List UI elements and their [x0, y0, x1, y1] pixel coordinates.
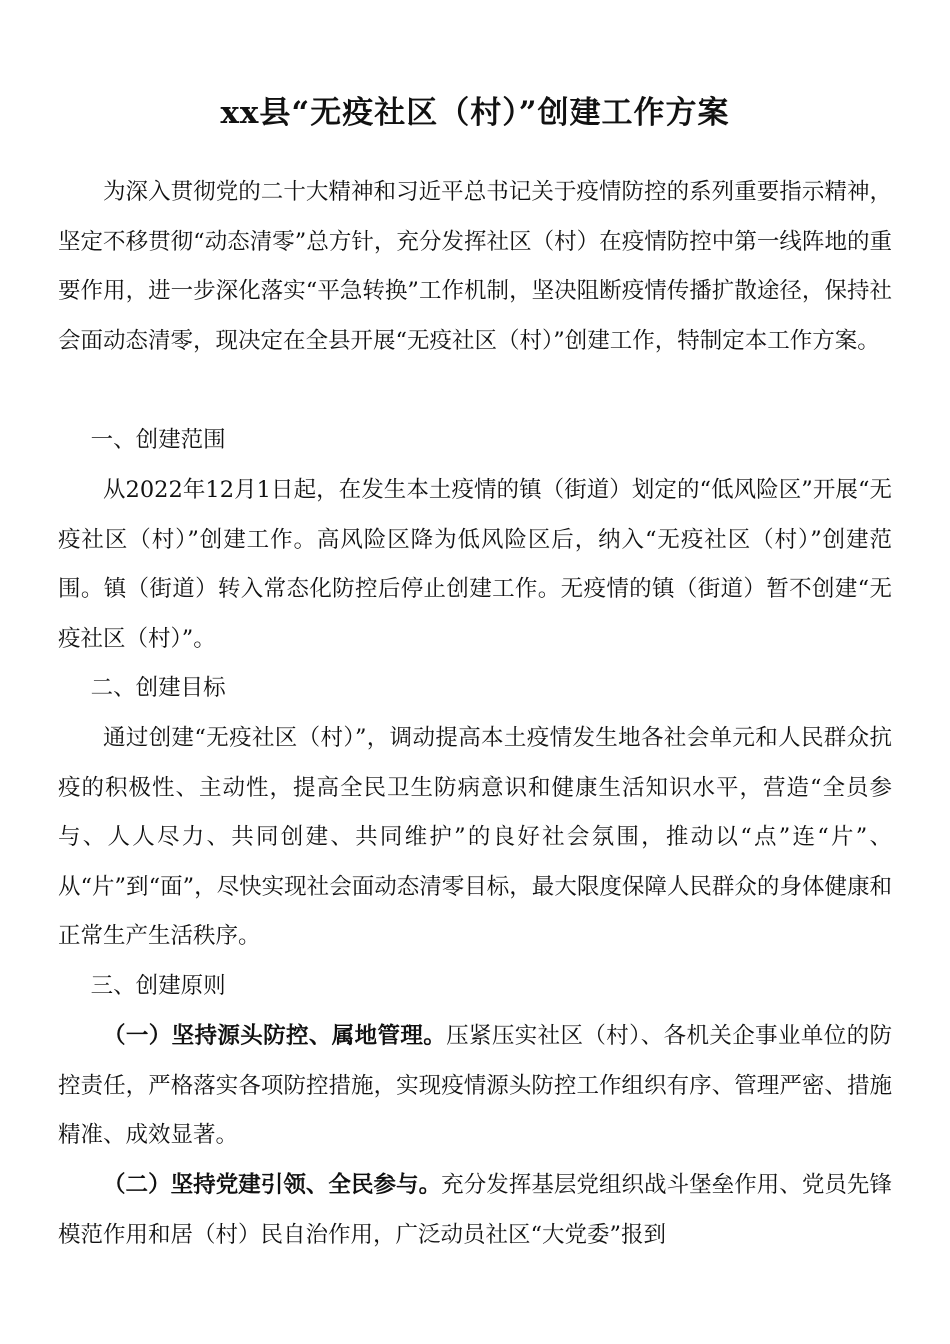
section-body-scope: 从2022年12月1日起，在发生本土疫情的镇（街道）划定的“低风险区”开展“无疫社区（村）”创建工作。高风险区降为低风险区后，纳入“无疫社区（村）”创建范围。镇（街道）转入常态化防控后停止创建工作。无疫情的镇（街道）暂不创建“无疫社区（村）”。 [58, 477, 892, 652]
section-heading-goal: 二、创建目标 [90, 675, 226, 701]
principle-paragraph-1 [58, 1012, 892, 1161]
section-heading-scope: 一、创建范围 [90, 427, 226, 453]
intro-paragraph: 为深入贯彻党的二十大精神和习近平总书记关于疫情防控的系列重要指示精神，坚定不移贯彻“动态清零”总方针，充分发挥社区（村）在疫情防控中第一线阵地的重要作用，进一步深化落实“平急转换”工作机制，坚决阻断疫情传播扩散途径，保持社会面动态清零，现决定在全县开展“无疫社区（村）”创建工作，特制定本工作方案。 [58, 179, 892, 354]
section-heading-principles: 三、创建原则 [90, 973, 226, 999]
document-title: xx县“无疫社区（村）”创建工作方案 [220, 95, 730, 131]
principle-paragraph-2 [58, 1161, 892, 1260]
section-body-goal: 通过创建“无疫社区（村）”，调动提高本土疫情发生地各社会单元和人民群众抗疫的积极性、主动性，提高全民卫生防病意识和健康生活知识水平，营造“全员参与、人人尽力、共同创建、共同维护”的良好社会氛围，推动以“点”连“片”、从“片”到“面”，尽快实现社会面动态清零目标，最大限度保障人民群众的身体健康和正常生产生活秩序。 [58, 725, 892, 950]
principle-body-2: 充分发挥基层党组织战斗堡垒作用、党员先锋模范作用和居（村）民自治作用，广泛动员社区“大党委”报到 [58, 1172, 892, 1248]
principle-lead-1: （一）坚持源头防控、属地管理。 [103, 1023, 447, 1049]
principle-lead-2: （二）坚持党建引领、全民参与。 [103, 1172, 442, 1198]
principle-body-1: 压紧压实社区（村）、各机关企事业单位的防控责任，严格落实各项防控措施，实现疫情源头防控工作组织有序、管理严密、措施精准、成效显著。 [58, 1023, 892, 1149]
